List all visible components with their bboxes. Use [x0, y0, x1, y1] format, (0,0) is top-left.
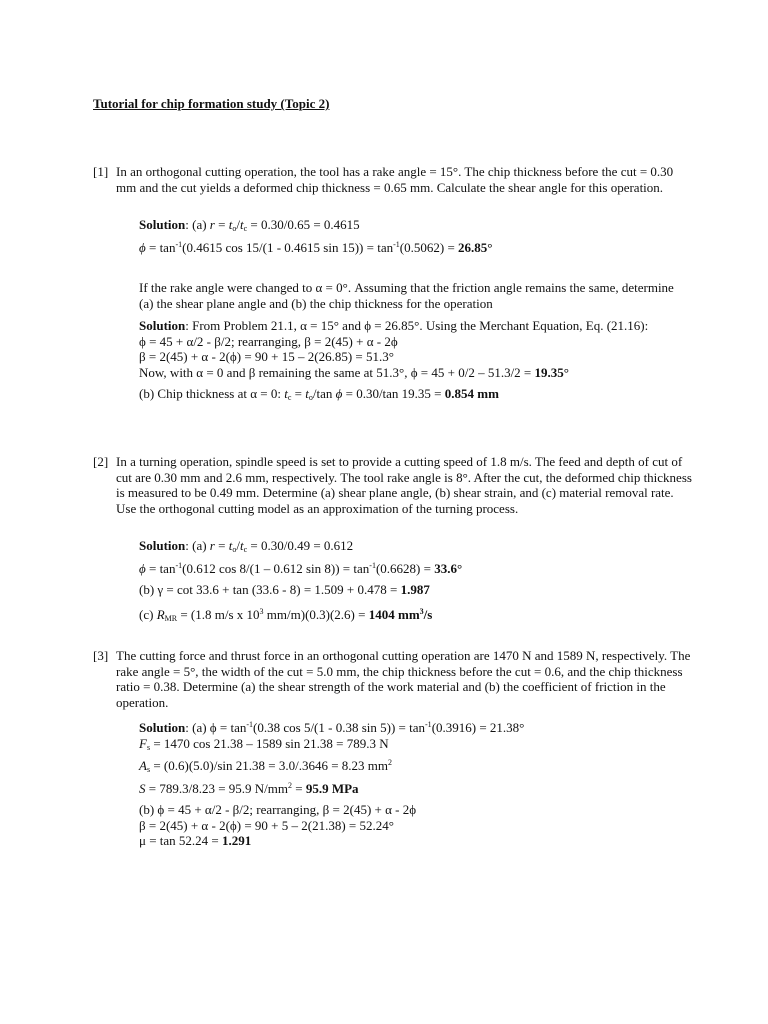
problem-number: [1] [93, 164, 109, 179]
problem-2 [93, 454, 693, 516]
solution-line: S = 789.3/8.23 = 95.9 $N/mm^2 = 95.9$ MPa [139, 780, 359, 796]
solution-line: μ = tan 52.24 = 1.291 [139, 833, 252, 848]
solution-line: Solution: From Problem 21.1, α = 15° and ϕ = 26.85°. Using the Merchant Equation, Eq. (21.16): [139, 318, 649, 333]
problem-3 [93, 648, 693, 710]
problem-number: [3] [93, 648, 109, 663]
solution-line: (b) ϕ = 45 + α/2 - β/2; rearranging, β = 2(45) + α - 2ϕ [139, 802, 417, 817]
solution-line: Solution: (a) $r = t_o/t_c = 0.30/0.49 = 0.612$ [139, 538, 354, 554]
solution-line: (b) Chip thickness at α = 0: $t_c = t_o/\tan$ ϕ = 0.30/tan 19.35 = 0.854 mm [139, 386, 499, 402]
solution-1b [139, 318, 679, 406]
solution-line: Now, with α = 0 and β remaining the same at 51.3°, ϕ = 45 + 0/2 – 51.3/2 = 19.35° [139, 364, 569, 380]
solution-line: $\phi = \tan^{-1}(0.4615$ cos 15/(1 - 0.4615 $\sin 15)) = \tan^{-1}(0.5062) = 26.85^\circ$ [139, 239, 493, 255]
followup-question: If the rake angle were changed to α = 0°. Assuming that the friction angle remains the same, determine (a) the shear plane angle and (b) the chip thickness for the operation [139, 280, 674, 311]
solution-line: Solution: (a) $\phi = \tan^{-1}(0.38$ cos 5/(1 - 0.38 $\sin 5)) = \tan^{-1}(0.3916) = 21.38^\circ$ [139, 720, 525, 735]
solution-line: (c) $R_{MR} = (1.8$ m/s x $10^3$ mm/m)(0.3)(2.6) = 1404 $mm^3/s$ [139, 606, 433, 623]
problem-number: [2] [93, 454, 109, 469]
solution-line: $F_s = 1470$ cos 21.38 – 1589 sin 21.38 = 789.3 N [139, 735, 389, 752]
solution-1a [139, 217, 679, 255]
solution-2 [139, 538, 679, 626]
problem-text: In an orthogonal cutting operation, the tool has a rake angle = 15°. The chip thickness before the cut = 0.30 mm and the cut yields a deformed chip thickness = 0.65 mm. Calculate the shear angle for this operation. [116, 164, 674, 195]
solution-line: ϕ = 45 + α/2 - β/2; rearranging, β = 2(45) + α - 2ϕ [139, 333, 398, 349]
solution-line: (b) γ = cot 33.6 + tan (33.6 - 8) = 1.509 + 0.478 = 1.987 [139, 582, 430, 597]
problem-text: The cutting force and thrust force in an orthogonal cutting operation are 1470 N and 1589 N, respectively. The rake angle = 5°, the width of the cut = 5.0 mm, the chip thickness before the cut = 0.6, and the chip thickness ratio = 0.38. Determine (a) the shear strength of the work material and (b) the coefficient of friction in the operation. [116, 648, 691, 710]
solution-line: β = 2(45) + α - 2(ϕ) = 90 + 15 – 2(26.85) = 51.3° [139, 349, 394, 364]
solution-line: $\phi = \tan^{-1}(0.612$ cos 8/(1 – 0.612 $\sin 8)) = \tan^{-1}(0.6628) = 33.6^\circ$ [139, 560, 463, 576]
problem-1 [93, 164, 693, 195]
page-title: Tutorial for chip formation study (Topic 2) [93, 96, 330, 111]
solution-line: β = 2(45) + α - 2(ϕ) = 90 + 5 – 2(21.38) = 52.24° [139, 817, 394, 833]
solution-3 [139, 717, 679, 849]
solution-line: Solution: (a) $r = t_o/t_c = 0.30/0.65 = 0.4615$ [139, 217, 360, 233]
solution-line: $A_s = (0.6)(5.0)/\sin$ 21.38 = 3.0/.3646 = 8.23 $mm^2$ [139, 758, 393, 774]
problem-text: In a turning operation, spindle speed is set to provide a cutting speed of 1.8 m/s. The feed and depth of cut of cut are 0.30 mm and 2.6 mm, respectively. The tool rake angle is 8°. After the cut, the deformed chip thickness is measured to be 0.49 mm. Determine (a) shear plane angle, (b) shear strain, and (c) material removal rate. Use the orthogonal cutting model as an approximation of the turning process. [116, 454, 692, 516]
